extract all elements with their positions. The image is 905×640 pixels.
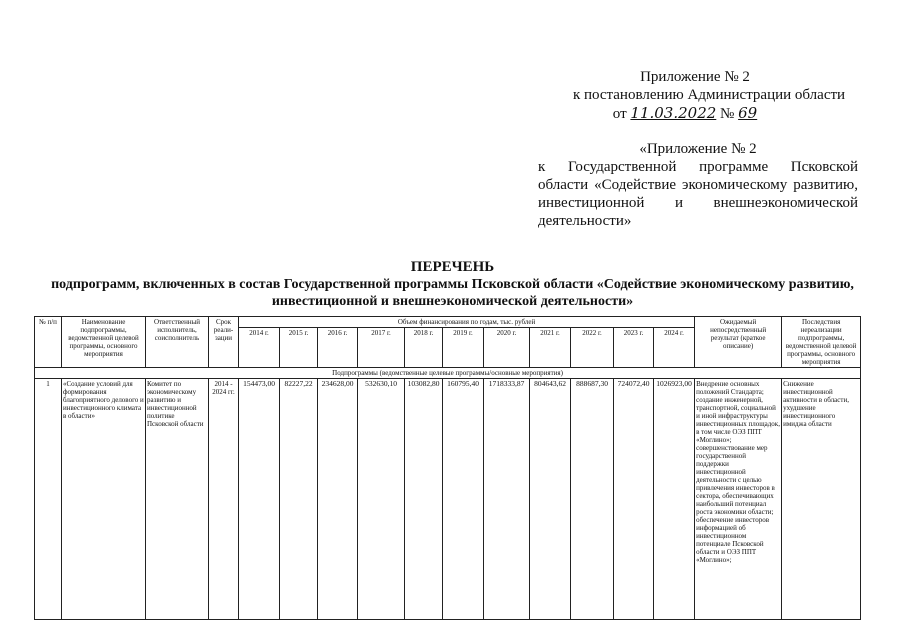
appendix-line-1: к Государственной программе Псковской <box>538 159 858 175</box>
section-label: Подпрограммы (ведомственные целевые программы/основные мероприятия) <box>35 368 861 379</box>
row-value: 532630,10 <box>358 379 405 620</box>
col-num: № п/п <box>35 317 62 368</box>
year-header: 2024 г. <box>654 328 695 368</box>
document-title: ПЕРЕЧЕНЬ <box>410 259 495 275</box>
year-header: 2020 г. <box>484 328 530 368</box>
col-consequences: Последствия нереализации подпрограммы, ведомственной целевой программы, основного мероприятия <box>782 317 861 368</box>
section-row <box>35 368 861 379</box>
year-header: 2017 г. <box>358 328 405 368</box>
table-row <box>35 379 861 620</box>
year-header: 2019 г. <box>443 328 484 368</box>
col-term: Срок реали-зации <box>209 317 239 368</box>
row-value: 724072,40 <box>614 379 654 620</box>
col-funding: Объем финансирования по годам, тыс. рублей <box>239 317 695 328</box>
appendix-line-4: деятельности» <box>538 213 632 229</box>
year-header: 2023 г. <box>614 328 654 368</box>
year-header: 2018 г. <box>405 328 443 368</box>
col-executor: Ответственный исполнитель, соисполнитель <box>146 317 209 368</box>
date-prefix: от <box>612 106 627 122</box>
row-value: 804643,62 <box>530 379 571 620</box>
appendix-title: «Приложение № 2 <box>639 141 757 157</box>
header-date-line <box>585 104 785 123</box>
row-value: 103082,80 <box>405 379 443 620</box>
row-consequences: Снижение инвестиционной активности в области, ухудшение инвестиционного имиджа области <box>782 379 861 620</box>
col-result: Ожидаемый непосредственный результат (краткое описание) <box>695 317 782 368</box>
row-value: 888687,30 <box>571 379 614 620</box>
appendix-block <box>538 140 858 230</box>
row-value: 82227,22 <box>280 379 318 620</box>
document-subtitle: подпрограмм, включенных в состав Государственной программы Псковской области «Содействие экономическому развитию, инвестиционной и внешнеэкономической деятельности» <box>51 277 854 309</box>
appendix-line-3: инвестиционной и внешнеэкономической <box>538 195 858 211</box>
number-value: 69 <box>738 104 758 122</box>
year-header: 2014 г. <box>239 328 280 368</box>
year-header: 2015 г. <box>280 328 318 368</box>
row-value: 160795,40 <box>443 379 484 620</box>
row-value: 1026923,00 <box>654 379 695 620</box>
year-header: 2016 г. <box>318 328 358 368</box>
header-line-2: к постановлению Администрации области <box>572 87 846 103</box>
programs-table <box>34 316 861 620</box>
row-value: 1718333,87 <box>484 379 530 620</box>
row-num: 1 <box>35 379 62 620</box>
number-prefix: № <box>720 106 735 122</box>
row-name: «Создание условий для формирования благоприятного делового и инвестиционного климата в области» <box>62 379 146 620</box>
row-result: Внедрение основных положений Стандарта; создание инженерной, транспортной, социальной и иной инфраструктуры инвестиционных площадок, в том числе ОЭЗ ППТ «Моглино»; совершенствование мер государственной поддержки инвестиционной деятельности с целью привлечения инвесторов в сектора, обеспечивающих наибольший потенциал роста экономики области; обеспечение инвесторов информацией об инвестиционном потенциале Псковской области и ОЭЗ ППТ «Моглино»; <box>695 379 782 620</box>
row-value: 234628,00 <box>318 379 358 620</box>
date-value: 11.03.2022 <box>630 104 717 122</box>
year-header: 2021 г. <box>530 328 571 368</box>
appendix-line-2: области «Содействие экономическому развитию, <box>538 177 858 193</box>
header-line-1: Приложение № 2 <box>640 69 750 85</box>
header-row <box>35 317 861 328</box>
row-executor: Комитет по экономическому развитию и инвестиционной политике Псковской области <box>146 379 209 620</box>
row-term: 2014 - 2024 гг. <box>209 379 239 620</box>
row-value: 154473,00 <box>239 379 280 620</box>
year-header: 2022 г. <box>571 328 614 368</box>
col-name: Наименование подпрограммы, ведомственной целевой программы, основного мероприятия <box>62 317 146 368</box>
